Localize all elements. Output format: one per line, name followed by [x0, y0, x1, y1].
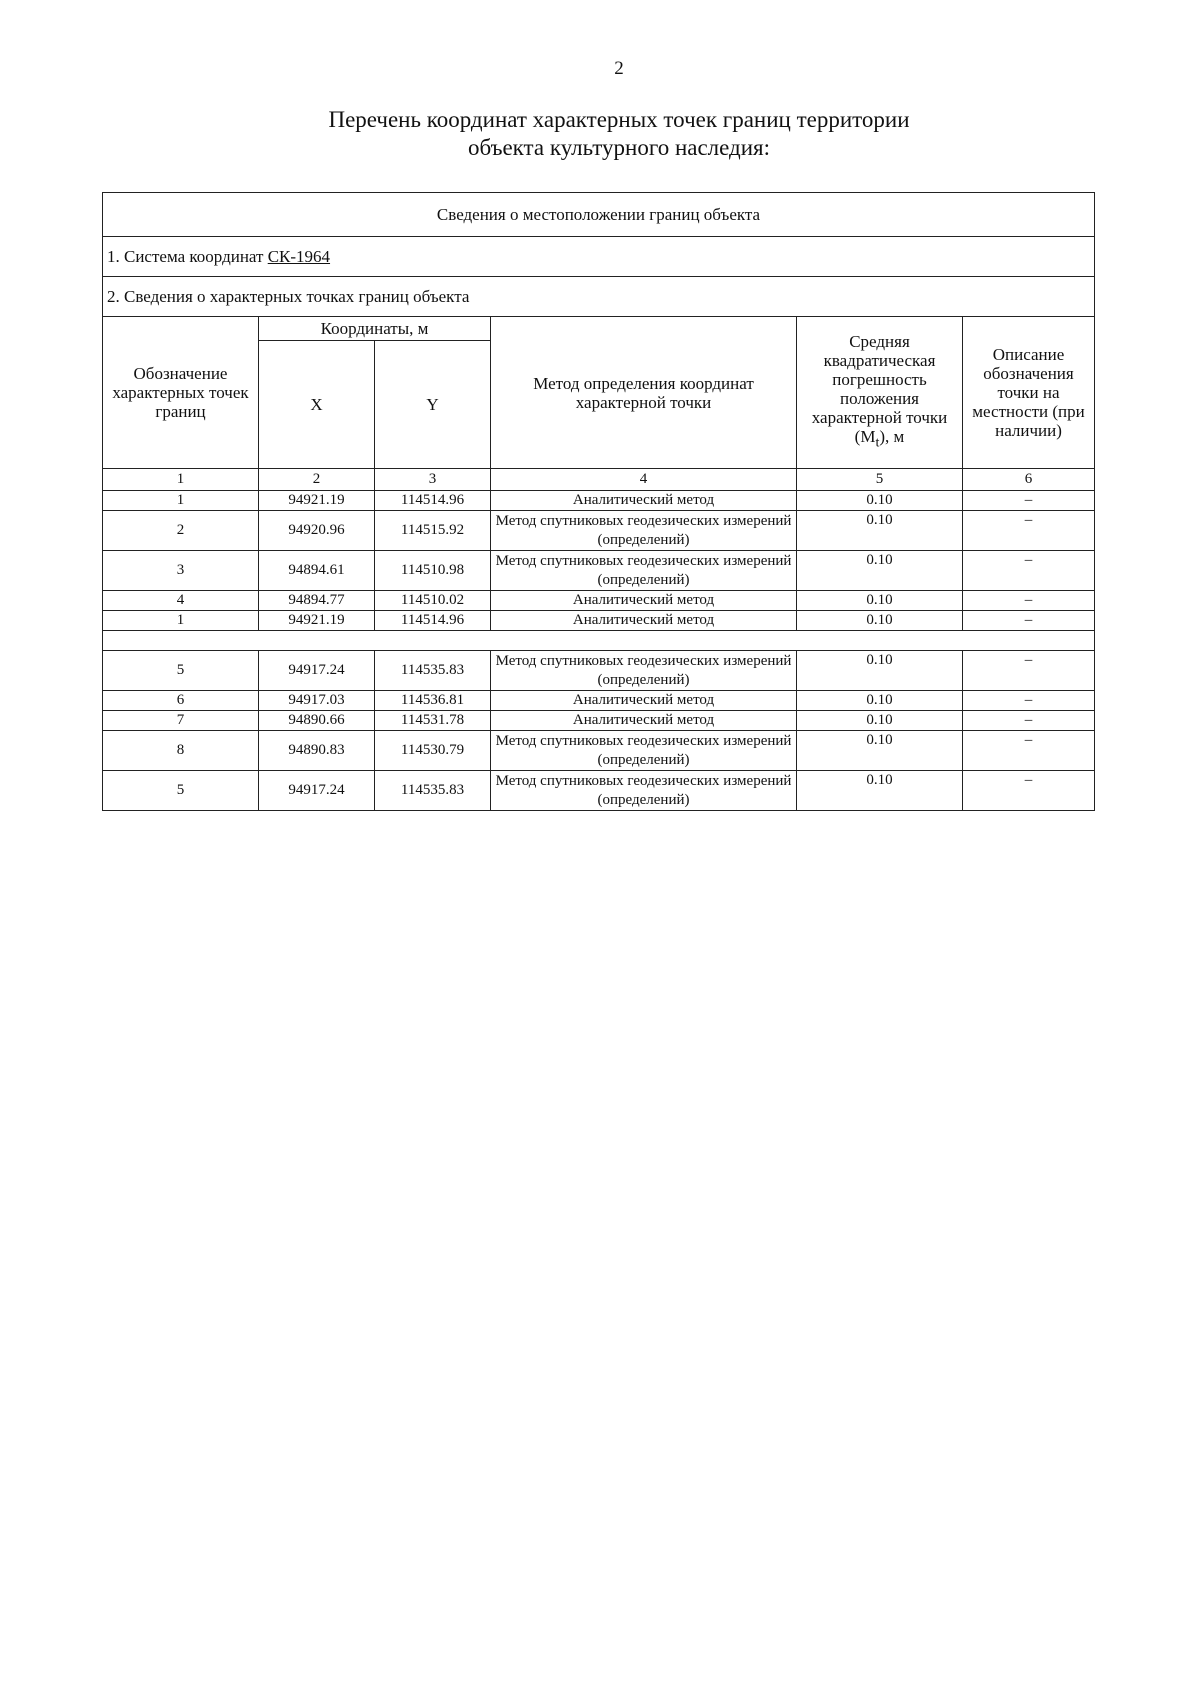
coord-system-row [103, 237, 1095, 277]
y-cell: 114514.96 [375, 491, 491, 511]
method-cell: Метод спутниковых геодезических измерений (определений) [491, 651, 797, 691]
method-cell: Аналитический метод [491, 491, 797, 511]
point-cell: 2 [103, 511, 259, 551]
point-cell: 7 [103, 711, 259, 731]
description-cell: – [963, 691, 1095, 711]
header-error-sub: t [875, 434, 880, 451]
page-number: 2 [614, 58, 624, 79]
y-cell: 114515.92 [375, 511, 491, 551]
x-cell: 94920.96 [259, 511, 375, 551]
method-cell: Метод спутниковых геодезических измерений (определений) [491, 731, 797, 771]
x-cell: 94917.24 [259, 651, 375, 691]
point-cell: 8 [103, 731, 259, 771]
table-row [103, 551, 1095, 591]
point-cell: 1 [103, 491, 259, 511]
method-cell: Аналитический метод [491, 691, 797, 711]
y-cell: 114531.78 [375, 711, 491, 731]
point-cell: 4 [103, 591, 259, 611]
table-row [103, 691, 1095, 711]
point-cell: 5 [103, 771, 259, 811]
description-cell: – [963, 491, 1095, 511]
method-cell: Аналитический метод [491, 711, 797, 731]
description-cell: – [963, 591, 1095, 611]
error-cell: 0.10 [797, 611, 963, 631]
x-cell: 94890.66 [259, 711, 375, 731]
section-title: Сведения о местоположении границ объекта [103, 193, 1095, 237]
method-cell: Метод спутниковых геодезических измерений (определений) [491, 551, 797, 591]
header-description: Описание обозначения точки на местности (при наличии) [963, 317, 1095, 469]
table-row [103, 491, 1095, 511]
description-cell: – [963, 551, 1095, 591]
point-cell: 6 [103, 691, 259, 711]
y-cell: 114514.96 [375, 611, 491, 631]
y-cell: 114535.83 [375, 651, 491, 691]
description-cell: – [963, 711, 1095, 731]
y-cell: 114530.79 [375, 731, 491, 771]
method-cell: Аналитический метод [491, 611, 797, 631]
x-cell: 94921.19 [259, 611, 375, 631]
column-numbers-row [103, 469, 1095, 491]
header-y: Y [375, 341, 491, 469]
boundary-points-table [102, 192, 1095, 811]
header-designation: Обозначение характерных точек границ [103, 317, 259, 469]
coord-system-value: СК-1964 [267, 247, 331, 266]
x-cell: 94894.77 [259, 591, 375, 611]
point-cell: 3 [103, 551, 259, 591]
document-title [0, 106, 1200, 162]
y-cell: 114536.81 [375, 691, 491, 711]
error-cell: 0.10 [797, 651, 963, 691]
y-cell: 114510.02 [375, 591, 491, 611]
y-cell: 114535.83 [375, 771, 491, 811]
column-number: 4 [491, 469, 797, 491]
point-cell: 5 [103, 651, 259, 691]
error-cell: 0.10 [797, 691, 963, 711]
description-cell: – [963, 511, 1095, 551]
header-coordinates: Координаты, м [259, 317, 491, 341]
description-cell: – [963, 651, 1095, 691]
header-method: Метод определения координат характерной точки [491, 317, 797, 469]
table-row [103, 711, 1095, 731]
x-cell: 94917.24 [259, 771, 375, 811]
column-number: 3 [375, 469, 491, 491]
method-cell: Метод спутниковых геодезических измерений (определений) [491, 511, 797, 551]
group-separator [103, 631, 1095, 651]
column-number: 5 [797, 469, 963, 491]
title-line-1: Перечень координат характерных точек границ территории [328, 107, 910, 132]
column-number: 6 [963, 469, 1095, 491]
table-row [103, 511, 1095, 551]
description-cell: – [963, 611, 1095, 631]
error-cell: 0.10 [797, 731, 963, 771]
point-cell: 1 [103, 611, 259, 631]
separator-cell [103, 631, 1095, 651]
error-cell: 0.10 [797, 491, 963, 511]
table-row [103, 611, 1095, 631]
x-cell: 94921.19 [259, 491, 375, 511]
x-cell: 94894.61 [259, 551, 375, 591]
method-cell: Метод спутниковых геодезических измерений (определений) [491, 771, 797, 811]
table-row [103, 591, 1095, 611]
y-cell: 114510.98 [375, 551, 491, 591]
table-row [103, 771, 1095, 811]
column-number: 1 [103, 469, 259, 491]
points-heading: 2. Сведения о характерных точках границ объекта [103, 277, 1095, 317]
method-cell: Аналитический метод [491, 591, 797, 611]
header-error-text: Средняя квадратическая погрешность положения характерной точки (M [811, 332, 948, 447]
error-cell: 0.10 [797, 591, 963, 611]
x-cell: 94917.03 [259, 691, 375, 711]
error-cell: 0.10 [797, 551, 963, 591]
table-row [103, 651, 1095, 691]
x-cell: 94890.83 [259, 731, 375, 771]
header-x: X [259, 341, 375, 469]
coord-system-label: 1. Система координат [107, 247, 268, 266]
error-cell: 0.10 [797, 711, 963, 731]
description-cell: – [963, 771, 1095, 811]
error-cell: 0.10 [797, 511, 963, 551]
error-cell: 0.10 [797, 771, 963, 811]
title-line-2: объекта культурного наследия: [467, 135, 771, 160]
header-error-tail: ), м [879, 427, 905, 447]
header-error [797, 317, 963, 469]
description-cell: – [963, 731, 1095, 771]
column-number: 2 [259, 469, 375, 491]
table-row [103, 731, 1095, 771]
